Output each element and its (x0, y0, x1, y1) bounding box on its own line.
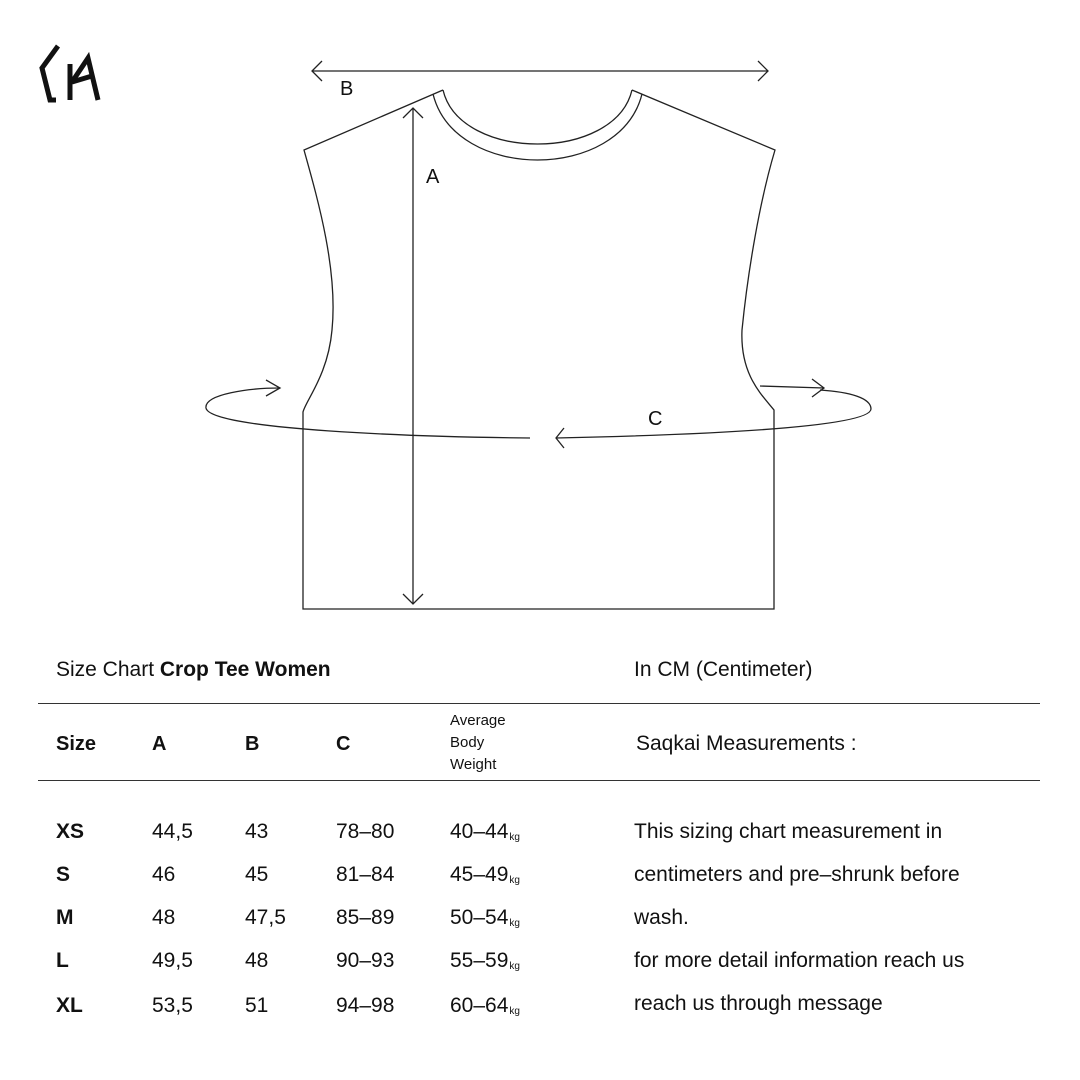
row-xs-size: XS (56, 820, 85, 843)
row-xl-size: XL (56, 994, 83, 1017)
header-bottom-rule (38, 780, 1040, 781)
header-weight-line3: Weight (450, 756, 497, 773)
label-a: A (426, 166, 440, 188)
row-xl-a: 53,5 (152, 994, 193, 1017)
header-b: B (245, 733, 260, 755)
label-c: C (648, 408, 663, 430)
tee-outline (303, 90, 775, 609)
note-line-1: This sizing chart measurement in (634, 820, 943, 843)
arrow-c (206, 388, 530, 438)
note-line-3: wash. (634, 906, 689, 929)
row-xs-weight-value: 40–44 (450, 820, 509, 843)
row-xl-c: 94–98 (336, 994, 395, 1017)
row-l-c: 90–93 (336, 949, 395, 972)
brand-logo (42, 46, 98, 100)
row-xs-weight-unit: kg (509, 832, 520, 843)
row-xs-a: 44,5 (152, 820, 193, 843)
row-l-weight (450, 949, 520, 973)
row-xs-weight (450, 820, 520, 844)
header-c: C (336, 733, 351, 755)
row-s-c: 81–84 (336, 863, 395, 886)
row-xs-c: 78–80 (336, 820, 395, 843)
row-s-b: 45 (245, 863, 269, 886)
neck-rib (433, 94, 642, 160)
row-l-weight-unit: kg (509, 961, 520, 972)
measurements-title: Saqkai Measurements : (636, 732, 857, 755)
header-weight (450, 710, 506, 776)
row-xl-weight (450, 994, 520, 1018)
note-line-4: for more detail information reach us (634, 949, 965, 972)
row-xl-b: 51 (245, 994, 269, 1017)
chart-title-product: Crop Tee Women (159, 658, 331, 681)
row-xs-b: 43 (245, 820, 269, 843)
row-l-size: L (56, 949, 69, 972)
note-line-5: reach us through message (634, 992, 883, 1015)
unit-note: In CM (Centimeter) (634, 658, 813, 681)
row-s-weight (450, 863, 520, 887)
row-m-b: 47,5 (245, 906, 286, 929)
row-xl-weight-value: 60–64 (450, 994, 509, 1017)
header-weight-line1: Average (450, 712, 506, 729)
row-l-weight-value: 55–59 (450, 949, 509, 972)
label-b: B (340, 78, 354, 100)
header-size: Size (56, 733, 97, 755)
row-s-weight-unit: kg (509, 875, 520, 886)
header-weight-line2: Body (450, 734, 485, 751)
row-s-a: 46 (152, 863, 176, 886)
header-top-rule (38, 703, 1040, 704)
row-m-a: 48 (152, 906, 176, 929)
row-m-size: M (56, 906, 74, 929)
chart-title-prefix: Size Chart (56, 658, 155, 681)
row-l-a: 49,5 (152, 949, 193, 972)
row-m-weight-value: 50–54 (450, 906, 509, 929)
row-s-size: S (56, 863, 71, 886)
header-a: A (152, 733, 167, 755)
neckline (443, 90, 632, 144)
row-m-c: 85–89 (336, 906, 395, 929)
row-m-weight (450, 906, 520, 930)
row-l-b: 48 (245, 949, 269, 972)
row-s-weight-value: 45–49 (450, 863, 509, 886)
chart-title (56, 658, 331, 682)
note-line-2: centimeters and pre–shrunk before (634, 863, 960, 886)
row-m-weight-unit: kg (509, 918, 520, 929)
row-xl-weight-unit: kg (509, 1006, 520, 1017)
